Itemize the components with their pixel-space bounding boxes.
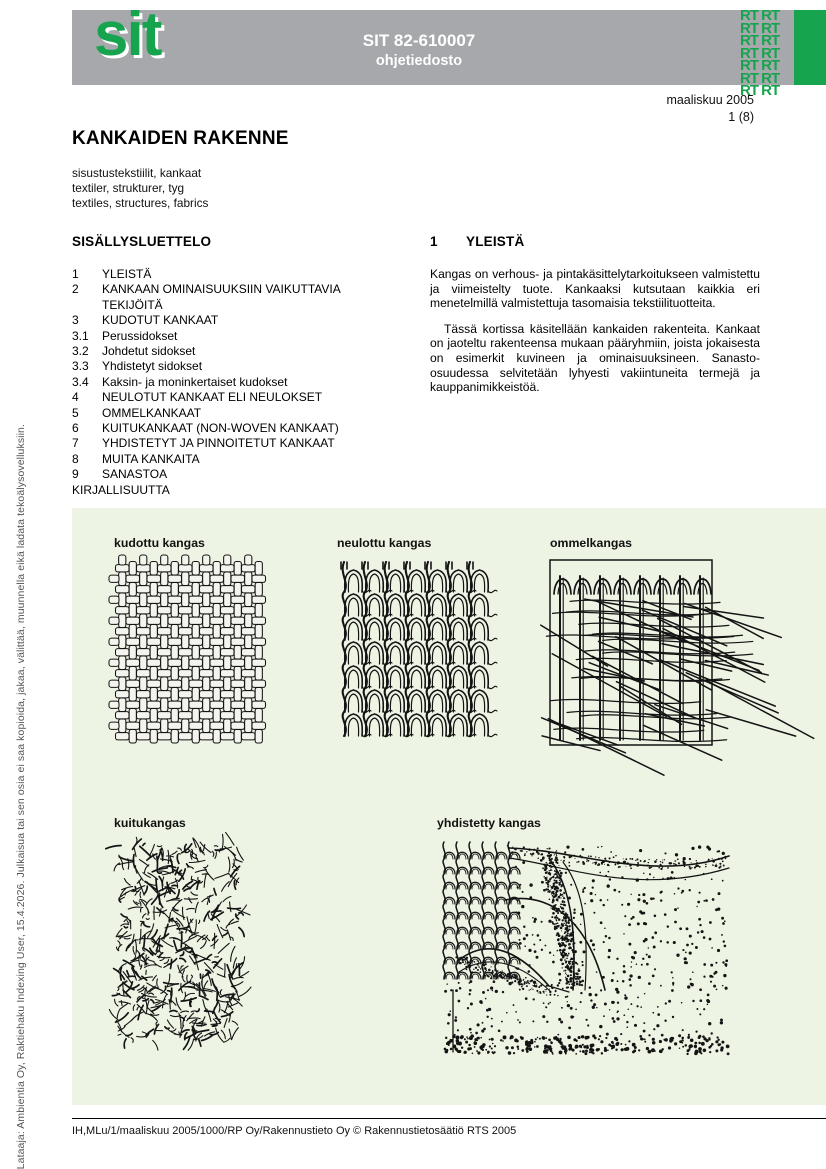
toc-entry-continuation[interactable]	[72, 298, 412, 313]
toc-entry[interactable]	[72, 421, 412, 436]
toc-entry-number: 3.4	[72, 374, 89, 389]
rt-logo-row: RT RT	[740, 44, 780, 62]
toc-entry-number: 1	[72, 267, 79, 281]
section-1-number: 1	[430, 234, 438, 249]
toc-entry-number: 4	[72, 390, 79, 405]
toc-entry-label: YHDISTETYT JA PINNOITETUT KANKAAT	[102, 436, 335, 451]
keyword-line-sv: textiler, strukturer, tyg	[72, 181, 185, 195]
side-watermark-text: Lataaja: Ambientia Oy, Raktiehaku Indexing User, 15.4.2026. Julkaisua tai sen osia ei saa kopioida, jakaa, välittää, muunnella eikä ladata tekoälysovelluksiin.	[15, 423, 27, 1169]
toc-entry[interactable]	[72, 467, 412, 482]
figure-stitchbonded-fabric	[550, 536, 712, 745]
toc-entry[interactable]	[72, 375, 412, 390]
toc-entry[interactable]	[72, 436, 412, 451]
toc-entry-label: NEULOTUT KANKAAT ELI NEULOKSET	[102, 390, 323, 405]
toc-entry-label: MUITA KANKAITA	[102, 451, 200, 466]
toc-entry-label: TEKIJÖITÄ	[102, 297, 163, 312]
section-1-column	[430, 234, 760, 406]
rt-logo-row: RT RT	[740, 57, 780, 74]
toc-entry-bibliography[interactable]: KIRJALLISUUTTA	[72, 482, 170, 497]
figure-knitted-fabric	[337, 536, 492, 745]
figure-art-woven	[114, 560, 264, 745]
toc-entry-label: SANASTOA	[102, 467, 168, 482]
rt-logo-row: RT RT	[740, 69, 780, 87]
footer-imprint: IH,MLu/1/maaliskuu 2005/1000/RP Oy/Rakennustieto Oy © Rakennustietosäätiö RTS 2005	[72, 1125, 517, 1137]
publication-date: maaliskuu 2005	[666, 93, 754, 107]
toc-entry[interactable]	[72, 452, 412, 467]
toc-list	[72, 267, 412, 498]
toc-entry-label: Perussidokset	[102, 328, 178, 343]
toc-entry-number: 7	[72, 436, 79, 451]
rt-logo-pattern	[740, 7, 826, 99]
section-1-paragraph-1: Kangas on verhous- ja pintakäsittelytarkoitukseen valmistettu ja viimeistelty tuote. Kankaaksi kutsutaan kaikkia eri menetelmillä valmistettuja tasomaisia tekstiilituotteita.	[430, 267, 760, 311]
page-title: KANKAIDEN RAKENNE	[72, 128, 289, 149]
page-number: 1 (8)	[728, 109, 754, 124]
section-1-title: YLEISTÄ	[466, 234, 525, 249]
toc-entry-label: OMMELKANKAAT	[102, 405, 202, 420]
toc-entry[interactable]	[72, 406, 412, 421]
toc-entry-number: 3.1	[72, 328, 89, 343]
figure-caption-woven: kudottu kangas	[114, 536, 205, 550]
toc-entry-number	[72, 298, 102, 313]
toc-entry-number: 3.2	[72, 344, 89, 359]
figure-art-knit	[337, 560, 492, 745]
rt-logo-row: RT RT	[740, 32, 780, 49]
toc-entry-number: 6	[72, 421, 79, 436]
keyword-line-fi: sisustustekstiilit, kankaat	[72, 166, 202, 180]
nonwoven-fiber-illustration	[114, 840, 244, 1045]
document-code-subtitle: ohjetiedosto	[375, 53, 463, 70]
section-1-paragraph-2: Tässä kortissa käsitellään kankaiden rakenteita. Kankaat on jaoteltu rakenteensa mukaan pääryhmiin, joista jokaisesta on esimerkit kuvineen ja ominaisuuksineen. Sanasto-osuudessa selvitetään lyhyesti vakiintuneita termejä ja kauppanimikkeistöä.	[430, 321, 760, 395]
document-meta	[0, 92, 826, 126]
figure-nonwoven-fabric	[114, 816, 244, 1045]
footer-divider	[72, 1118, 826, 1119]
keyword-block	[72, 166, 208, 211]
side-watermark	[8, 0, 34, 1169]
figure-caption-stitch: ommelkangas	[550, 536, 633, 550]
stitchbond-illustration	[550, 560, 712, 745]
toc-entry-number: 3.3	[72, 359, 89, 374]
toc-entry[interactable]	[72, 313, 412, 328]
figure-art-stitch	[550, 560, 712, 745]
document-code: SIT 82-610007	[362, 31, 476, 50]
woven-weave-illustration	[114, 560, 264, 745]
figure-panel	[72, 508, 826, 1105]
toc-heading: SISÄLLYSLUETTELO	[72, 234, 212, 249]
knit-loop-illustration	[337, 560, 492, 745]
figure-caption-knit: neulottu kangas	[337, 536, 432, 550]
toc-entry-number: 5	[72, 405, 79, 420]
toc-entry[interactable]	[72, 329, 412, 344]
rt-pattern-rows	[740, 7, 796, 99]
toc-entry-number: 9	[72, 467, 79, 482]
toc-entry[interactable]	[72, 359, 412, 374]
toc-entry-number: 8	[72, 451, 79, 466]
rt-logo-row: RT RT	[740, 7, 780, 24]
toc-entry-number: 2	[72, 282, 79, 297]
toc-entry-number: 3	[72, 313, 79, 328]
figure-caption-combined: yhdistetty kangas	[437, 816, 541, 830]
toc-entry-label: KUITUKANKAAT (NON-WOVEN KANKAAT)	[102, 421, 339, 436]
rt-logo-row: RT RT	[740, 19, 780, 37]
toc-entry[interactable]	[72, 390, 412, 405]
figure-woven-fabric	[114, 536, 264, 745]
toc-entry[interactable]	[72, 282, 412, 297]
toc-entry[interactable]	[72, 267, 412, 282]
document-code-block	[72, 30, 826, 74]
rt-logo-row: RT RT	[740, 82, 780, 99]
toc-entry-label: KUDOTUT KANKAAT	[102, 313, 219, 328]
toc-entry-label: KANKAAN OMINAISUUKSIIN VAIKUTTAVIA	[102, 282, 341, 297]
toc-entry-label: YLEISTÄ	[102, 267, 152, 281]
figure-art-fiber	[114, 840, 244, 1045]
brand-logo: sit	[94, 0, 161, 69]
toc-entry-label: Yhdistetyt sidokset	[102, 359, 203, 374]
keyword-line-en: textiles, structures, fabrics	[72, 196, 209, 210]
section-1-heading	[430, 234, 760, 249]
toc-entry-label: Kaksin- ja moninkertaiset kudokset	[102, 374, 288, 389]
figure-art-combined	[437, 840, 732, 1062]
table-of-contents-column	[72, 234, 412, 498]
rt-green-block	[794, 10, 826, 85]
figure-caption-fiber: kuitukangas	[114, 816, 186, 830]
coated-fabric-illustration	[437, 840, 732, 1062]
toc-entry[interactable]	[72, 344, 412, 359]
figure-combined-fabric	[437, 816, 732, 1062]
header-band	[72, 0, 826, 99]
toc-entry-label: Johdetut sidokset	[102, 344, 196, 359]
